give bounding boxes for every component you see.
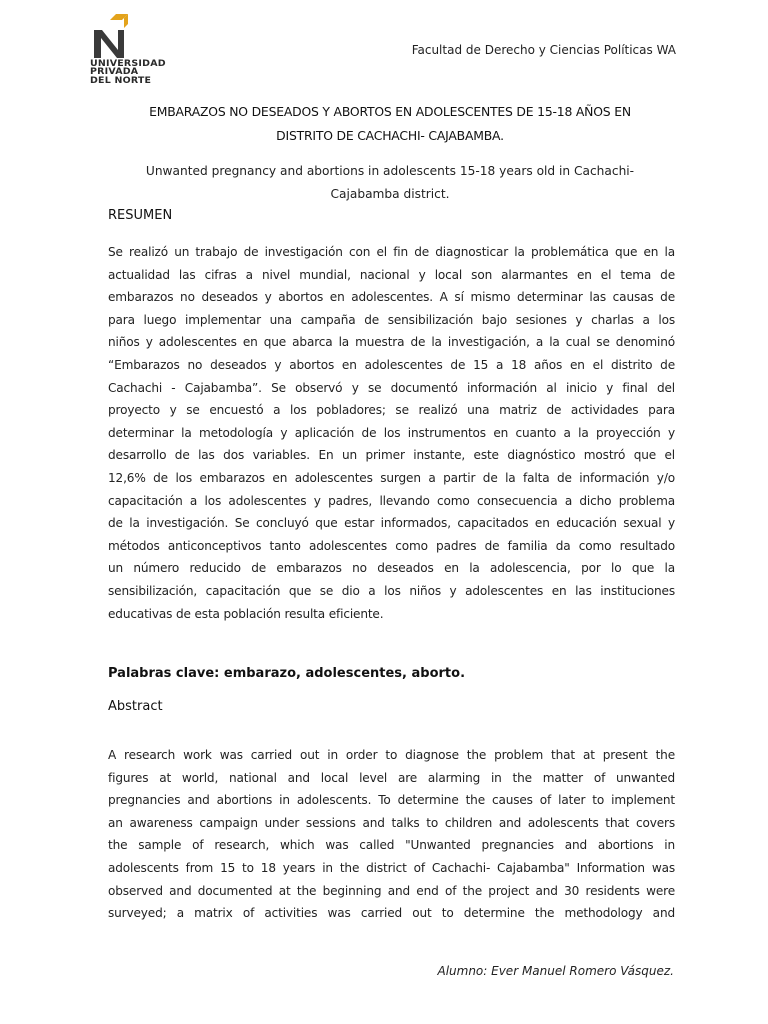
text-line: the sample of research, which was called "Unwanted pregnancies and abortions in — [108, 838, 675, 853]
text-line: adolescents from 15 to 18 years in the district of Cachachi- Cajabamba" Information was — [108, 860, 675, 875]
university-name — [90, 60, 214, 85]
author-footer: Alumno: Ever Manuel Romero Vásquez. — [437, 964, 674, 978]
title-line-1: EMBARAZOS NO DESEADOS Y ABORTOS EN ADOLESCENTES DE 15-18 AÑOS EN — [149, 104, 631, 119]
text-line: de la investigación. Se concluyó que estar informados, capacitados en educación sexual y — [108, 516, 675, 531]
text-line: observed and documented at the beginning and end of the project and 30 residents were — [108, 883, 675, 898]
resumen-heading: RESUMEN — [108, 208, 173, 223]
text-line: A research work was carried out in order to diagnose the problem that at present the — [108, 748, 675, 762]
text-line: desarrollo de las dos variables. En un primer instante, este diagnóstico mostró que el — [108, 448, 675, 463]
title-line-2: DISTRITO DE CACHACHI- CAJABAMBA. — [276, 128, 504, 143]
keywords: Palabras clave: embarazo, adolescentes, aborto. — [108, 666, 466, 681]
paper-title — [100, 100, 680, 148]
abstract-heading: Abstract — [108, 699, 163, 714]
university-logo — [88, 14, 208, 86]
text-line: determinar la metodología y aplicación de los instrumentos en cuanto a la proyección y — [108, 425, 675, 440]
text-line: embarazos no deseados y abortos en adolescentes. A sí mismo determinar las causas de — [108, 290, 675, 305]
text-line: “Embarazos no deseados y abortos en adolescentes de 15 a 18 años en el distrito de — [108, 357, 675, 372]
text-line: pregnancies and abortions in adolescents. To determine the causes of later to implement — [108, 793, 675, 808]
text-line: niños y adolescentes en que abarca la muestra de la investigación, a la cual se denominó — [108, 335, 675, 350]
text-line: Se realizó un trabajo de investigación con el fin de diagnosticar la problemática que en la — [108, 245, 675, 259]
paper-subtitle — [110, 160, 670, 206]
text-line: surveyed; a matrix of activities was carried out to determine the methodology and — [108, 906, 675, 921]
upn-emblem-icon — [88, 14, 208, 60]
text-line: capacitación a los adolescentes y padres, llevando como consecuencia a dicho problema — [108, 493, 675, 508]
text-line: Cachachi - Cajabamba”. Se observó y se documentó información al inicio y final del — [108, 380, 675, 395]
text-line: un número reducido de embarazos no deseados en la adolescencia, por lo que la — [108, 561, 675, 576]
abstract-body — [108, 744, 675, 925]
logo-line-3: DEL NORTE — [90, 75, 152, 86]
text-line: 12,6% de los embarazos en adolescentes surgen a partir de la falta de información y/o — [108, 470, 675, 485]
faculty-header: Facultad de Derecho y Ciencias Políticas WA — [411, 43, 676, 57]
logo-line-1: UNIVERSIDAD — [90, 59, 166, 69]
text-line: métodos anticonceptivos tanto adolescentes como padres de familia da como resultado — [108, 538, 675, 553]
logo-line-2: PRIVADA — [90, 67, 139, 78]
text-line: para luego implementar una campaña de sensibilización bajo sesiones y charlas a los — [108, 312, 675, 327]
text-line: educativas de esta población resulta eficiente. — [108, 606, 384, 621]
text-line: sensibilización, capacitación que se dio a los niños y adolescentes en las instituciones — [108, 583, 675, 598]
text-line: figures at world, national and local level are alarming in the matter of unwanted — [108, 770, 675, 785]
text-line: proyecto y se encuestó a los pobladores; se realizó una matriz de actividades para — [108, 403, 675, 418]
text-line: actualidad las cifras a nivel mundial, nacional y local son alarmantes en el tema de — [108, 267, 675, 282]
resumen-body — [108, 241, 675, 625]
text-line: an awareness campaign under sessions and talks to children and adolescents that covers — [108, 815, 675, 830]
subtitle-line-1: Unwanted pregnancy and abortions in adolescents 15-18 years old in Cachachi- — [145, 164, 635, 178]
subtitle-line-2: Cajabamba district. — [330, 187, 450, 201]
